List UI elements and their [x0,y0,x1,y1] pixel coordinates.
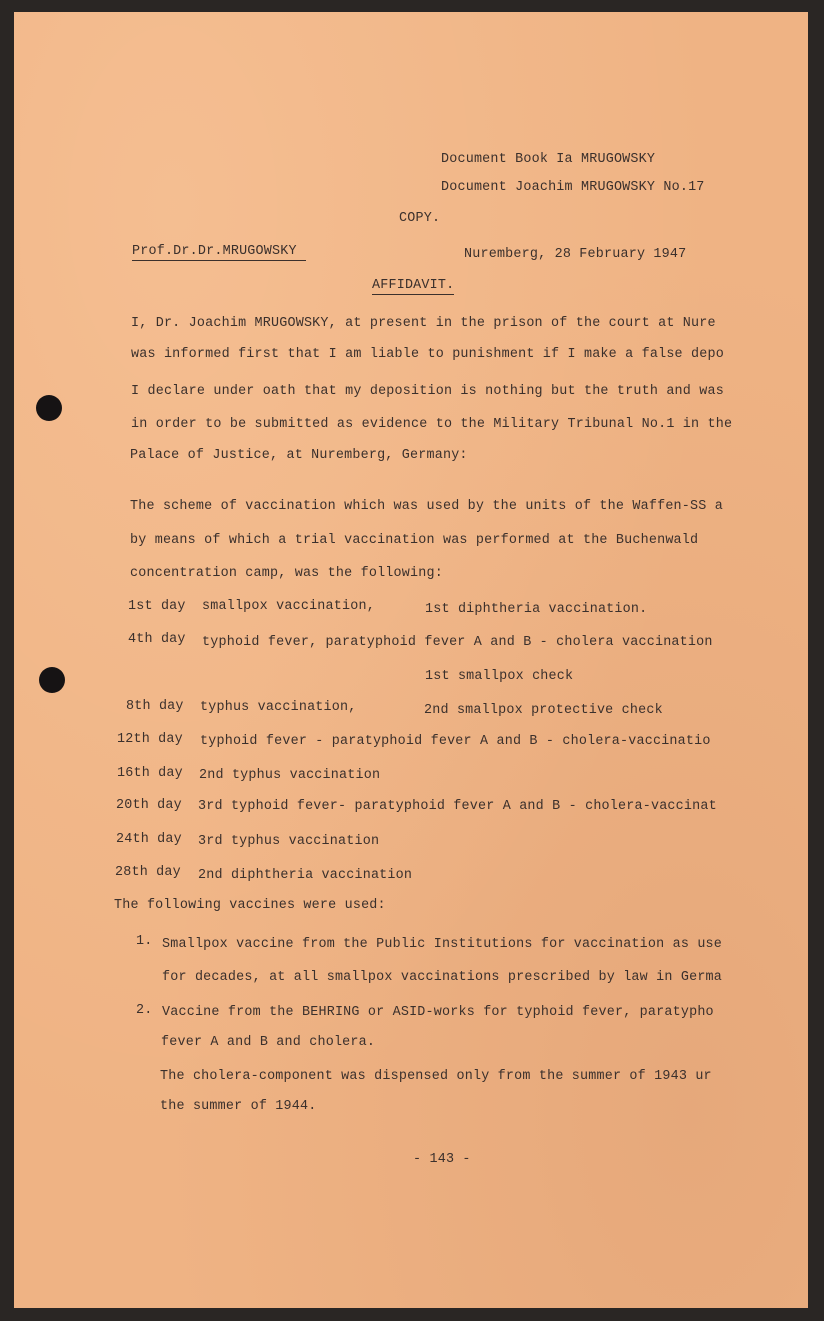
intro-line: in order to be submitted as evidence to the Military Tribunal No.1 in the [131,417,733,432]
vaccines-heading: The following vaccines were used: [114,898,386,913]
list-item-line: Vaccine from the BEHRING or ASID-works for typhoid fever, paratypho [162,1005,714,1020]
place-date: Nuremberg, 28 February 1947 [464,247,687,262]
scheme-line: The scheme of vaccination which was used by the units of the Waffen-SS a [130,499,723,514]
punch-hole [36,395,62,421]
punch-hole [39,667,65,693]
intro-line: Palace of Justice, at Nuremberg, Germany: [130,448,468,463]
schedule-entry: 3rd typhus vaccination [198,834,380,849]
document-number-line: Document Joachim MRUGOWSKY No.17 [441,180,705,195]
schedule-entry: typhoid fever - paratyphoid fever A and B - cholera-vaccinatio [200,734,711,749]
document-page [14,12,808,1308]
list-item-line: fever A and B and cholera. [161,1035,376,1050]
scheme-line: by means of which a trial vaccination was performed at the Buchenwald [130,533,699,548]
scheme-line: concentration camp, was the following: [130,566,443,581]
schedule-entry: 2nd typhus vaccination [199,768,381,783]
schedule-day: 16th day [117,766,183,781]
schedule-entry: typhus vaccination, [200,700,357,715]
page-number: - 143 - [413,1152,471,1167]
schedule-day: 4th day [128,632,186,647]
schedule-extra: 1st diphtheria vaccination. [425,602,648,617]
schedule-day: 12th day [117,732,183,747]
schedule-day: 8th day [126,699,184,714]
list-item-line: for decades, at all smallpox vaccinations prescribed by law in Germa [162,970,723,985]
author-line: Prof.Dr.Dr.MRUGOWSKY [132,244,306,261]
schedule-extra: 1st smallpox check [425,669,574,684]
document-title: AFFIDAVIT. [372,278,455,293]
schedule-entry: 3rd typhoid fever- paratyphoid fever A and B - cholera-vaccinat [198,799,717,814]
document-book-line: Document Book Ia MRUGOWSKY [441,152,656,167]
schedule-day: 20th day [116,798,182,813]
schedule-extra: 2nd smallpox protective check [424,703,663,718]
schedule-day: 1st day [128,599,186,614]
schedule-day: 28th day [115,865,181,880]
note-line: The cholera-component was dispensed only from the summer of 1943 ur [160,1069,712,1084]
list-number: 1. [136,934,153,949]
schedule-day: 24th day [116,832,182,847]
intro-line: was informed first that I am liable to punishment if I make a false depo [131,347,724,362]
list-number: 2. [136,1003,153,1018]
schedule-entry: typhoid fever, paratyphoid fever A and B - cholera vaccination [202,635,713,650]
list-item-line: Smallpox vaccine from the Public Institutions for vaccination as use [162,937,723,952]
intro-line: I, Dr. Joachim MRUGOWSKY, at present in the prison of the court at Nure [131,316,716,331]
note-line: the summer of 1944. [160,1099,317,1114]
copy-mark: COPY. [399,211,441,226]
schedule-entry: 2nd diphtheria vaccination [198,868,413,883]
intro-line: I declare under oath that my deposition is nothing but the truth and was [131,384,724,399]
schedule-entry: smallpox vaccination, [202,599,375,614]
